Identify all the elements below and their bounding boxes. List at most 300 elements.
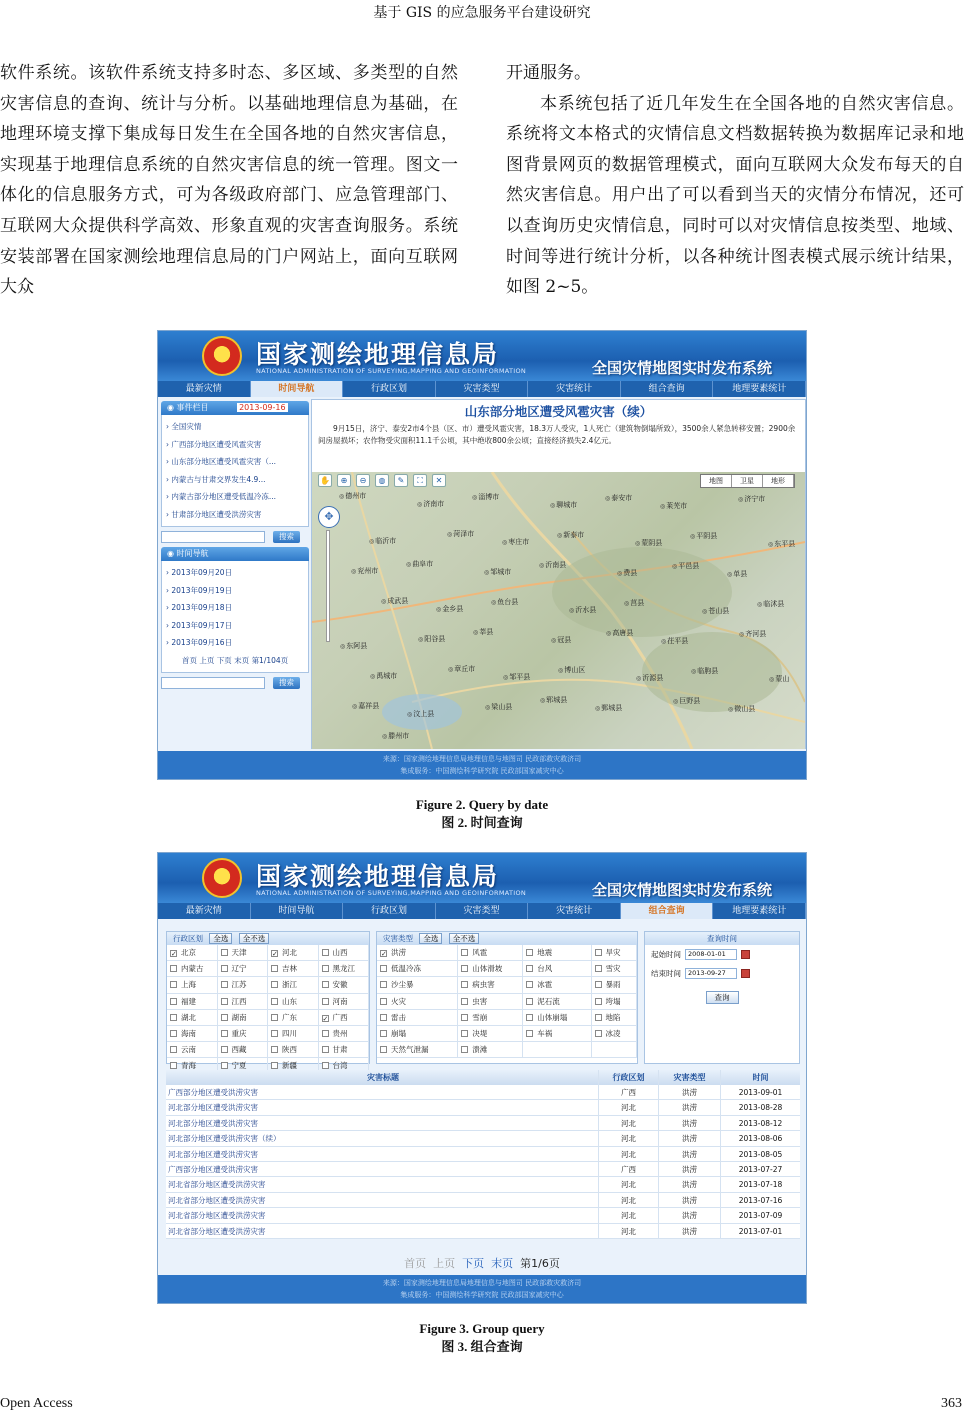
- checkbox[interactable]: [221, 981, 228, 988]
- checkbox-option[interactable]: [592, 994, 638, 1010]
- checkbox[interactable]: [322, 1030, 329, 1037]
- checkbox[interactable]: [461, 1014, 468, 1021]
- checkbox[interactable]: [170, 950, 177, 957]
- edit-tool-icon[interactable]: ✎: [394, 474, 408, 487]
- row-title[interactable]: 广西部分地区遭受洪涝灾害: [168, 1088, 258, 1097]
- checkbox[interactable]: [221, 949, 228, 956]
- checkbox-option[interactable]: [268, 945, 319, 961]
- checkbox[interactable]: [526, 965, 533, 972]
- checkbox-label: 崩塌: [391, 1029, 406, 1039]
- pager-first[interactable]: 首页: [404, 1257, 427, 1270]
- checkbox[interactable]: [271, 965, 278, 972]
- right-paragraph-2: 本系统包括了近几年发生在全国各地的自然灾害信息。系统将文本格式的灾情信息文档数据转换为数据库记录和地图背景网页的数据管理模式，面向互联网大众发布每天的自然灾害信息。用户出了可以看到当天的灾情分布情况，还可以查询历史灾情信息，同时可以对灾情信息按类型、地域、时间等进行统计分析，以各种统计图表模式展示统计结果，如图 2~5。: [506, 93, 964, 298]
- checkbox-option[interactable]: [218, 1042, 269, 1058]
- city-label: ◎ 菏泽市: [447, 529, 474, 539]
- event-search-row: [161, 531, 309, 543]
- city-label: ◎ 枣庄市: [502, 537, 529, 547]
- main-nav: [158, 381, 806, 397]
- row-type: 洪涝: [658, 1116, 720, 1130]
- date-search-input[interactable]: [161, 677, 265, 689]
- row-date: 2013-08-06: [720, 1131, 800, 1145]
- checkbox[interactable]: [380, 950, 387, 957]
- event-panel-header: [161, 401, 309, 415]
- event-search-button[interactable]: 搜索: [273, 531, 300, 543]
- date-list: [166, 564, 304, 652]
- agency-subtitle: NATIONAL ADMINISTRATION OF SURVEYING,MAPPING AND GEOINFORMATION: [256, 889, 527, 897]
- row-type: 洪涝: [658, 1208, 720, 1222]
- result-rows: [166, 1085, 800, 1239]
- checkbox[interactable]: [322, 1062, 329, 1069]
- map-type-option[interactable]: 地形: [763, 475, 794, 487]
- checkbox[interactable]: [170, 1062, 177, 1069]
- checkbox-option[interactable]: [592, 1042, 638, 1058]
- checkbox-label: 山体滑坡: [472, 964, 503, 974]
- checkbox-label: 旱灾: [605, 948, 621, 957]
- city-label: ◎ 莒县: [624, 598, 644, 608]
- checkbox-label: 山体崩塌: [537, 1012, 568, 1022]
- checkbox[interactable]: [322, 1015, 329, 1022]
- type-label: 灾害类型: [383, 934, 413, 943]
- checkbox-option[interactable]: [268, 1042, 319, 1058]
- region-panel: [166, 931, 370, 1071]
- checkbox-option[interactable]: [167, 1010, 218, 1026]
- checkbox-label: 洪涝: [391, 948, 406, 957]
- checkbox-option[interactable]: [268, 977, 319, 993]
- city-label: ◎ 临沭县: [757, 599, 784, 609]
- type-panel-header: [377, 932, 637, 945]
- date-list-item[interactable]: [166, 564, 304, 582]
- checkbox[interactable]: [380, 981, 387, 988]
- checkbox-option[interactable]: [319, 945, 370, 961]
- checkbox-option[interactable]: [592, 1026, 638, 1042]
- checkbox[interactable]: [380, 965, 387, 972]
- checkbox-label: 安徽: [332, 980, 348, 990]
- national-emblem-icon: [202, 336, 242, 376]
- checkbox-option[interactable]: [377, 1026, 458, 1042]
- nav-tab[interactable]: 最新灾情: [158, 903, 251, 919]
- checkbox-option[interactable]: [167, 961, 218, 977]
- checkbox[interactable]: [322, 981, 329, 988]
- row-title[interactable]: 河北部分地区遭受洪涝灾害: [168, 1149, 258, 1159]
- figure-2-caption-en: Figure 2. Query by date: [415, 797, 549, 812]
- fullscreen-tool-icon[interactable]: ⛶: [413, 474, 427, 487]
- checkbox[interactable]: [271, 981, 278, 988]
- checkbox[interactable]: [271, 1030, 278, 1037]
- checkbox[interactable]: [221, 1062, 228, 1069]
- row-title[interactable]: 广西部分地区遭受洪涝灾害: [168, 1164, 258, 1174]
- checkbox[interactable]: [271, 1046, 278, 1053]
- checkbox-option[interactable]: [319, 1010, 370, 1026]
- checkbox-option[interactable]: [268, 1010, 319, 1026]
- checkbox[interactable]: [595, 998, 602, 1005]
- checkbox[interactable]: [461, 1046, 468, 1053]
- city-label: ◎ 章丘市: [448, 664, 475, 674]
- checkbox-option[interactable]: [218, 961, 269, 977]
- checkbox[interactable]: [271, 950, 278, 957]
- pager-prev[interactable]: 上页: [199, 655, 215, 665]
- checkbox[interactable]: [271, 1014, 278, 1021]
- city-label: ◎ 蒙山: [769, 674, 789, 684]
- checkbox-option[interactable]: [377, 945, 458, 961]
- city-label: ◎ 临朐县: [691, 666, 718, 676]
- checkbox-label: 风雹: [472, 948, 488, 957]
- checkbox-option[interactable]: [523, 1042, 591, 1058]
- city-label: ◎ 聊城市: [550, 500, 577, 510]
- date-label: 2013年09月17日: [171, 620, 233, 630]
- date-list-item[interactable]: [166, 599, 304, 617]
- checkbox[interactable]: [221, 1030, 228, 1037]
- map-type-option[interactable]: 地图: [701, 475, 732, 487]
- map-type-option[interactable]: 卫星: [732, 475, 763, 487]
- checkbox[interactable]: [595, 1014, 602, 1021]
- row-region: 河北: [598, 1224, 658, 1238]
- row-type: 洪涝: [658, 1224, 720, 1238]
- checkbox-label: 虫害: [472, 996, 488, 1006]
- checkbox-option[interactable]: [377, 977, 458, 993]
- type-panel: [376, 931, 638, 1064]
- checkbox-option[interactable]: [458, 977, 523, 993]
- end-time-row: [645, 964, 799, 983]
- checkbox-option[interactable]: [218, 1010, 269, 1026]
- figure-3-caption-en: Figure 3. Group query: [419, 1321, 545, 1336]
- checkbox[interactable]: [380, 1046, 387, 1053]
- city-label: ◎ 单县: [727, 569, 747, 579]
- checkbox[interactable]: [595, 949, 602, 956]
- table-row[interactable]: [166, 1193, 800, 1208]
- checkbox[interactable]: [461, 949, 468, 956]
- checkbox[interactable]: [461, 998, 468, 1005]
- checkbox-option[interactable]: [523, 961, 591, 977]
- checkbox-option[interactable]: [592, 977, 638, 993]
- checkbox-label: 新疆: [282, 1061, 297, 1071]
- nav-tab[interactable]: 最新灾情: [158, 381, 251, 397]
- agency-title: 国家测绘地理信息局: [256, 340, 500, 369]
- checkbox-option[interactable]: [377, 961, 458, 977]
- checkbox-option[interactable]: [377, 1042, 458, 1058]
- end-time-label: 结束时间: [651, 969, 681, 978]
- checkbox-label: 内蒙古: [181, 964, 204, 974]
- row-title[interactable]: 河北省部分地区遭受洪涝灾害: [168, 1211, 266, 1221]
- event-date[interactable]: 2013-09-16: [239, 403, 286, 412]
- row-title[interactable]: 河北部分地区遭受洪涝灾害: [168, 1118, 258, 1128]
- checkbox[interactable]: [380, 1014, 387, 1021]
- checkbox-option[interactable]: [319, 1026, 370, 1042]
- region-select-all-button[interactable]: 全选: [209, 933, 232, 944]
- type-select-none-button[interactable]: 全不选: [449, 933, 480, 944]
- region-select-none-button[interactable]: 全不选: [239, 933, 270, 944]
- checkbox[interactable]: [595, 1030, 602, 1037]
- table-row[interactable]: [166, 1131, 800, 1146]
- date-list-item[interactable]: [166, 582, 304, 600]
- calendar-icon[interactable]: [741, 969, 750, 978]
- checkbox-option[interactable]: [319, 977, 370, 993]
- checkbox-option[interactable]: [523, 994, 591, 1010]
- zoom-control: [318, 506, 338, 646]
- checkbox[interactable]: [380, 998, 387, 1005]
- event-list-item[interactable]: [166, 471, 304, 489]
- checkbox[interactable]: [170, 1030, 177, 1037]
- chevron-right-icon: ›: [166, 603, 172, 612]
- checkbox-option[interactable]: [377, 994, 458, 1010]
- event-list-item[interactable]: [166, 506, 304, 524]
- figure-3-screenshot: [157, 852, 807, 1304]
- zoom-out-tool-icon[interactable]: ⊖: [356, 474, 370, 487]
- start-time-row: [645, 945, 799, 964]
- city-label: ◎ 平邑县: [672, 561, 699, 571]
- checkbox-option[interactable]: [523, 1010, 591, 1026]
- col-type-header: 灾害类型: [658, 1070, 720, 1085]
- left-text-column: [0, 58, 458, 303]
- row-type: 洪涝: [658, 1177, 720, 1191]
- nav-tab[interactable]: 灾害统计: [528, 381, 621, 397]
- city-label: ◎ 济宁市: [738, 494, 765, 504]
- pager-next[interactable]: 下页: [216, 655, 232, 665]
- pan-control-icon[interactable]: ✥: [318, 506, 340, 528]
- row-title[interactable]: 河北省部分地区遭受洪涝灾害: [168, 1226, 266, 1236]
- table-row[interactable]: [166, 1085, 800, 1100]
- event-list-item[interactable]: [166, 453, 304, 471]
- figure-2-caption-cn: 图 2. 时间查询: [441, 815, 523, 830]
- type-select-all-button[interactable]: 全选: [419, 933, 442, 944]
- nav-tab[interactable]: 灾害类型: [436, 381, 529, 397]
- nav-tab[interactable]: 行政区划: [343, 903, 436, 919]
- city-label: ◎ 莘县: [473, 627, 493, 637]
- query-button[interactable]: 查询: [706, 991, 739, 1004]
- checkbox-option[interactable]: [458, 1042, 523, 1058]
- checkbox-option[interactable]: [523, 945, 591, 961]
- checkbox-label: 天津: [231, 948, 247, 957]
- checkbox[interactable]: [380, 1030, 387, 1037]
- checkbox[interactable]: [221, 998, 228, 1005]
- checkbox[interactable]: [271, 998, 278, 1005]
- checkbox-label: 雪崩: [472, 1012, 488, 1022]
- nav-tab[interactable]: 地理要素统计: [713, 903, 806, 919]
- checkbox[interactable]: [461, 965, 468, 972]
- chevron-right-icon: ›: [166, 439, 172, 449]
- city-label: ◎ 东阿县: [340, 641, 367, 651]
- agency-title: 国家测绘地理信息局: [256, 862, 500, 891]
- checkbox[interactable]: [322, 949, 329, 956]
- checkbox-option[interactable]: [523, 977, 591, 993]
- row-type: 洪涝: [658, 1085, 720, 1099]
- date-search-button[interactable]: 搜索: [273, 677, 300, 689]
- main-nav: [158, 903, 806, 919]
- row-region: 广西: [598, 1085, 658, 1099]
- disaster-map[interactable]: [312, 472, 805, 749]
- date-list-item[interactable]: [166, 634, 304, 652]
- city-label: ◎ 临沂市: [369, 536, 396, 546]
- checkbox[interactable]: [461, 1030, 468, 1037]
- row-region: 河北: [598, 1116, 658, 1130]
- row-date: 2013-07-18: [720, 1177, 800, 1191]
- event-label: 甘肃部分地区遭受洪涝灾害: [171, 509, 262, 519]
- city-label: ◎ 高唐县: [606, 628, 633, 638]
- checkbox[interactable]: [461, 981, 468, 988]
- checkbox-option[interactable]: [218, 1026, 269, 1042]
- pager-first[interactable]: 首页: [182, 655, 197, 665]
- row-date: 2013-08-12: [720, 1116, 800, 1130]
- row-type: 洪涝: [658, 1162, 720, 1176]
- info-icon: ◉: [167, 403, 177, 412]
- checkbox-option[interactable]: [319, 994, 370, 1010]
- checkbox[interactable]: [526, 981, 533, 988]
- nav-tab[interactable]: 时间导航: [251, 381, 344, 397]
- pager-prev[interactable]: 上页: [433, 1257, 456, 1270]
- checkbox[interactable]: [221, 1046, 228, 1053]
- city-label: ◎ 泰安市: [605, 493, 632, 503]
- checkbox-option[interactable]: [268, 961, 319, 977]
- event-search-input[interactable]: [161, 531, 265, 543]
- row-type: 洪涝: [658, 1100, 720, 1114]
- checkbox[interactable]: [322, 965, 329, 972]
- chevron-right-icon: ›: [166, 568, 172, 577]
- checkbox-label: 贵州: [332, 1029, 348, 1039]
- city-label: ◎ 汶上县: [407, 709, 434, 719]
- city-label: ◎ 巨野县: [673, 696, 700, 706]
- time-panel-header: 查询时间: [645, 932, 799, 945]
- checkbox-label: 冰雹: [537, 980, 553, 990]
- checkbox[interactable]: [322, 1046, 329, 1053]
- checkbox-option[interactable]: [458, 1010, 523, 1026]
- nav-tab[interactable]: 地理要素统计: [713, 381, 806, 397]
- city-label: ◎ 沂水县: [569, 605, 596, 615]
- checkbox-option[interactable]: [167, 1026, 218, 1042]
- event-list-item[interactable]: [166, 488, 304, 506]
- nav-tab[interactable]: 组合查询: [621, 903, 714, 919]
- row-region: 河北: [598, 1208, 658, 1222]
- checkbox-label: 吉林: [282, 964, 297, 974]
- checkbox[interactable]: [322, 998, 329, 1005]
- row-title[interactable]: 河北部分地区遭受洪涝灾害（续）: [168, 1134, 281, 1144]
- pan-tool-icon[interactable]: ✋: [318, 474, 332, 487]
- checkbox-option[interactable]: [458, 961, 523, 977]
- agency-subtitle: NATIONAL ADMINISTRATION OF SURVEYING,MAPPING AND GEOINFORMATION: [256, 367, 527, 375]
- checkbox-option[interactable]: [319, 961, 370, 977]
- checkbox[interactable]: [170, 1046, 177, 1053]
- checkbox-label: 重庆: [231, 1029, 247, 1039]
- checkbox-option[interactable]: [167, 977, 218, 993]
- right-paragraph-1: 开通服务。: [506, 63, 591, 83]
- zoom-slider[interactable]: [326, 530, 330, 642]
- checkbox-label: 宁夏: [231, 1061, 247, 1071]
- date-list-panel: [161, 561, 309, 673]
- checkbox-option[interactable]: [377, 1010, 458, 1026]
- city-label: ◎ 沂源县: [636, 673, 663, 683]
- pager-last[interactable]: 末页: [234, 655, 250, 665]
- event-header-label: 事件栏目: [176, 403, 209, 412]
- city-label: ◎ 郓城县: [540, 695, 567, 705]
- pager-next[interactable]: 下页: [462, 1257, 485, 1270]
- chevron-right-icon: ›: [166, 474, 172, 484]
- table-row[interactable]: [166, 1116, 800, 1131]
- figure-3-caption-cn: 图 3. 组合查询: [441, 1339, 523, 1354]
- date-pager: [166, 652, 304, 670]
- checkbox-label: 浙江: [282, 980, 297, 990]
- checkbox[interactable]: [595, 981, 602, 988]
- checkbox-option[interactable]: [592, 1010, 638, 1026]
- checkbox-option[interactable]: [319, 1042, 370, 1058]
- checkbox[interactable]: [170, 965, 177, 972]
- row-title[interactable]: 河北省部分地区遭受洪涝灾害: [168, 1195, 266, 1205]
- checkbox-option[interactable]: [458, 945, 523, 961]
- nav-tab[interactable]: 行政区划: [343, 381, 436, 397]
- table-row[interactable]: [166, 1147, 800, 1162]
- start-time-input[interactable]: 2008-01-01: [685, 949, 737, 960]
- checkbox-option[interactable]: [592, 961, 638, 977]
- checkbox-option[interactable]: [268, 1026, 319, 1042]
- nav-tab[interactable]: 时间导航: [251, 903, 344, 919]
- checkbox-option[interactable]: [592, 945, 638, 961]
- checkbox[interactable]: [170, 981, 177, 988]
- date-list-item[interactable]: [166, 617, 304, 635]
- checkbox-option[interactable]: [218, 994, 269, 1010]
- running-header: 基于 GIS 的应急服务平台建设研究: [373, 5, 591, 21]
- close-tool-icon[interactable]: ✕: [432, 474, 446, 487]
- nav-tab[interactable]: 灾害类型: [436, 903, 529, 919]
- calendar-icon[interactable]: [741, 950, 750, 959]
- row-date: 2013-08-05: [720, 1147, 800, 1161]
- row-title[interactable]: 河北部分地区遭受洪涝灾害: [168, 1103, 258, 1113]
- table-row[interactable]: [166, 1162, 800, 1177]
- row-title[interactable]: 河北省部分地区遭受洪涝灾害: [168, 1180, 266, 1190]
- checkbox-option[interactable]: [167, 994, 218, 1010]
- checkbox-option[interactable]: [268, 994, 319, 1010]
- checkbox[interactable]: [271, 1062, 278, 1069]
- checkbox-option[interactable]: [218, 945, 269, 961]
- table-row[interactable]: [166, 1208, 800, 1223]
- checkbox[interactable]: [526, 949, 533, 956]
- pager-last[interactable]: 末页: [491, 1257, 514, 1270]
- checkbox[interactable]: [595, 965, 602, 972]
- checkbox-label: 北京: [181, 948, 196, 957]
- checkbox-label: 地陷: [605, 1012, 621, 1022]
- checkbox-option[interactable]: [523, 1026, 591, 1042]
- nav-tab[interactable]: 组合查询: [621, 381, 714, 397]
- checkbox[interactable]: [526, 1014, 533, 1021]
- row-region: 河北: [598, 1100, 658, 1114]
- checkbox-option[interactable]: [458, 994, 523, 1010]
- checkbox[interactable]: [170, 998, 177, 1005]
- globe-tool-icon[interactable]: ◍: [375, 474, 389, 487]
- nav-tab[interactable]: 灾害统计: [528, 903, 621, 919]
- checkbox-label: 病虫害: [472, 980, 495, 990]
- row-type: 洪涝: [658, 1193, 720, 1207]
- zoom-in-tool-icon[interactable]: ⊕: [337, 474, 351, 487]
- end-time-input[interactable]: 2013-09-27: [685, 968, 737, 979]
- figure-2-screenshot: [157, 330, 807, 780]
- checkbox-label: 甘肃: [332, 1045, 348, 1055]
- checkbox-option[interactable]: [167, 945, 218, 961]
- table-row[interactable]: [166, 1224, 800, 1239]
- checkbox[interactable]: [221, 965, 228, 972]
- event-list-item[interactable]: [166, 418, 304, 436]
- checkbox[interactable]: [221, 1014, 228, 1021]
- checkbox[interactable]: [526, 998, 533, 1005]
- event-list-item[interactable]: [166, 436, 304, 454]
- table-row[interactable]: [166, 1100, 800, 1115]
- checkbox-option[interactable]: [167, 1042, 218, 1058]
- checkbox[interactable]: [526, 1030, 533, 1037]
- table-row[interactable]: [166, 1177, 800, 1192]
- checkbox-label: 台风: [537, 964, 553, 974]
- national-emblem-icon: [202, 858, 242, 898]
- checkbox-option[interactable]: [458, 1026, 523, 1042]
- checkbox-option[interactable]: [218, 977, 269, 993]
- event-label: 内蒙古与甘肃交界发生4.9...: [171, 474, 266, 484]
- checkbox[interactable]: [170, 1014, 177, 1021]
- left-paragraph: 软件系统。该软件系统支持多时态、多区域、多类型的自然灾害信息的查询、统计与分析。以基础地理信息为基础，在地理环境支撑下集成每日发生在全国各地的自然灾害信息，实现基于地理信息系统的自然灾害信息的统一管理。图文一体化的信息服务方式，可为各级政府部门、应急管理部门、互联网大众提供科学高效、形象直观的灾害查询服务。系统安装部署在国家测绘地理信息局的门户网站上，面向互联网大众: [0, 63, 458, 298]
- figure-3-caption: [0, 1320, 964, 1356]
